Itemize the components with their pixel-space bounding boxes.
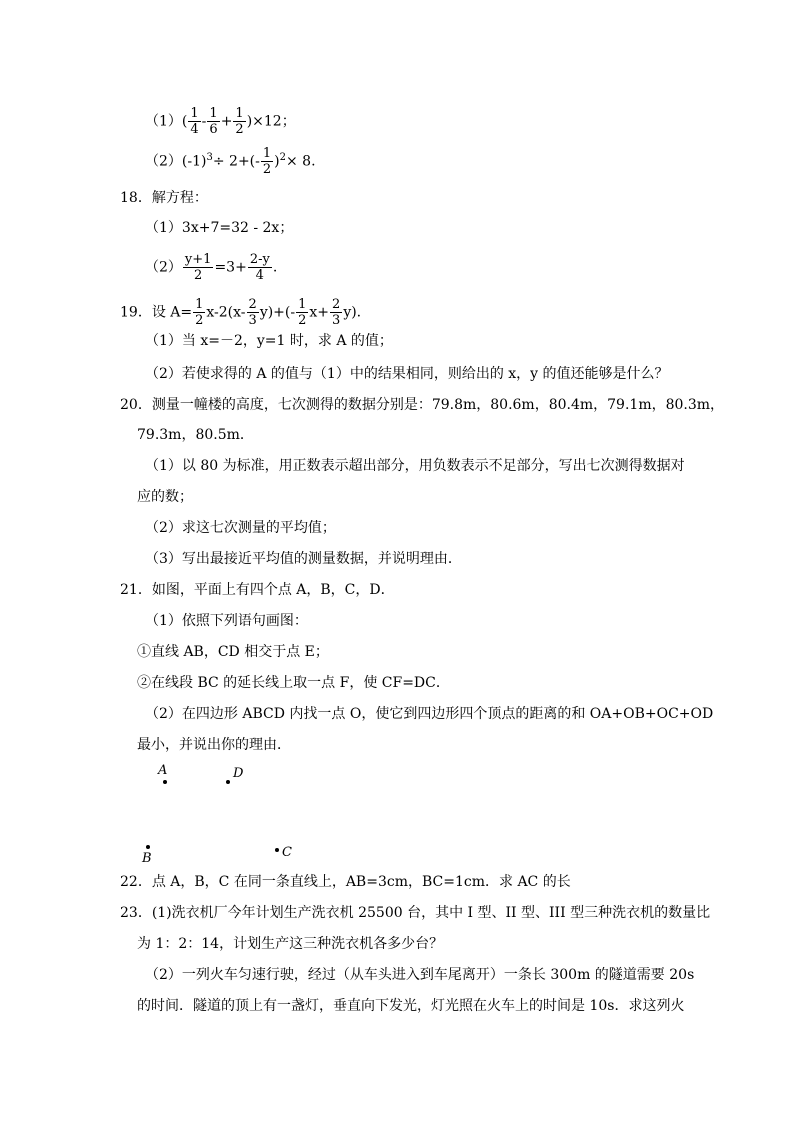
expression-part: x-2(x- — [206, 304, 246, 321]
fraction — [183, 252, 214, 283]
denominator: 2 — [298, 313, 307, 328]
q22-text: 22．点 A，B，C 在同一条直线上，AB=3cm，BC=1cm．求 AC 的长 — [120, 874, 571, 890]
denominator: 4 — [255, 268, 264, 283]
q17-item2 — [145, 146, 316, 177]
base: (-1) — [181, 153, 207, 170]
numerator: 1 — [209, 106, 218, 121]
numerator: y+1 — [184, 252, 212, 267]
q23-line3: （2）一列火车匀速行驶，经过（从车头进入到车尾离开）一条长 300m 的隧道需要 20s — [145, 967, 695, 983]
question-prefix: 19．设 A= — [120, 304, 193, 321]
point-b-label: B — [142, 851, 152, 866]
numerator: 2 — [332, 297, 341, 312]
denominator: 3 — [332, 313, 341, 328]
q18-title: 18．解方程： — [120, 190, 208, 206]
item-label: （2） — [145, 153, 182, 170]
item-label: （2） — [145, 259, 182, 276]
fraction — [296, 297, 308, 328]
q17-item1 — [145, 106, 296, 137]
q20-line2: 79.3m，80.5m． — [137, 427, 254, 443]
q23-line4: 的时间．隧道的顶上有一盏灯，垂直向下发光，灯光照在火车上的时间是 10s．求这列火 — [137, 998, 685, 1014]
fraction — [330, 297, 342, 328]
denominator: 3 — [248, 313, 257, 328]
q20-line1: 20．测量一幢楼的高度，七次测得的数据分别是：79.8m，80.6m，80.4m，79.1m，80.3m， — [120, 397, 725, 413]
exponent: 3 — [206, 151, 213, 163]
q19-item1: （1）当 x=－2，y=1 时，求 A 的值； — [145, 333, 393, 349]
fraction — [261, 146, 273, 177]
point-a-label: A — [158, 763, 168, 778]
point-c-dot — [275, 848, 279, 852]
expression-mid: =3+ — [214, 259, 247, 276]
expression-part: y)+(- — [259, 304, 296, 321]
q23-line2: 为 1：2：14，计划生产这三种洗衣机各多少台？ — [137, 936, 444, 952]
denominator: 4 — [190, 122, 199, 137]
point-d-dot — [226, 780, 230, 784]
q20-item2: （2）求这七次测量的平均值； — [145, 520, 336, 536]
expression-part: x+ — [309, 304, 330, 321]
q21-item2b: 最小，并说出你的理由． — [137, 737, 291, 753]
fraction — [247, 297, 259, 328]
exponent: 2 — [279, 151, 286, 163]
expression-tail: × 8. — [286, 153, 316, 170]
fraction — [233, 106, 245, 137]
q18-item1: （1）3x+7=32 - 2x； — [145, 220, 294, 236]
q18-item2 — [145, 252, 277, 283]
fraction — [193, 297, 205, 328]
q19-title — [120, 297, 361, 328]
q20-item1b: 应的数； — [137, 489, 193, 505]
paren: ) — [274, 153, 280, 170]
denominator: 2 — [194, 268, 203, 283]
q21-sub2: ②在线段 BC 的延长线上取一点 F，使 CF=DC． — [137, 675, 450, 691]
numerator: 1 — [298, 297, 307, 312]
numerator: 2 — [248, 297, 257, 312]
paren: ( — [181, 113, 188, 130]
expression-part: y). — [343, 304, 362, 321]
q20-item1a: （1）以 80 为标准，用正数表示超出部分，用负数表示不足部分，写出七次测得数据对 — [145, 458, 685, 474]
expression-mid: ÷ 2+(- — [212, 153, 260, 170]
operator: - — [201, 113, 207, 130]
point-c-label: C — [282, 845, 292, 860]
numerator: 1 — [235, 106, 244, 121]
denominator: 2 — [262, 162, 272, 177]
q21-item1: （1）依照下列语句画图： — [145, 613, 308, 629]
q20-item3: （3）写出最接近平均值的测量数据，并说明理由． — [145, 551, 462, 567]
q21-title: 21．如图，平面上有四个点 A，B，C，D． — [120, 582, 395, 598]
operator: + — [220, 113, 233, 130]
fraction — [188, 106, 200, 137]
q21-item2a: （2）在四边形 ABCD 内找一点 O，使它到四边形四个顶点的距离的和 OA+OB+OC+OD — [145, 706, 714, 722]
item-label: （1） — [145, 113, 182, 130]
numerator: 1 — [262, 146, 272, 161]
numerator: 1 — [195, 297, 204, 312]
denominator: 2 — [195, 313, 204, 328]
point-a-dot — [163, 780, 167, 784]
expression-tail: )×12； — [246, 113, 296, 130]
q21-sub1: ①直线 AB，CD 相交于点 E； — [137, 644, 329, 660]
denominator: 2 — [235, 122, 244, 137]
point-d-label: D — [233, 766, 244, 781]
numerator: 2-y — [249, 252, 270, 267]
q23-line1: 23．(1)洗衣机厂今年计划生产洗衣机 25500 台，其中 I 型、II 型、III 型三种洗衣机的数量比 — [120, 905, 711, 921]
fraction — [207, 106, 219, 137]
q19-item2: （2）若使求得的 A 的值与（1）中的结果相同，则给出的 x，y 的值还能够是什么？ — [145, 366, 669, 382]
numerator: 1 — [190, 106, 199, 121]
denominator: 6 — [209, 122, 218, 137]
expression-tail: . — [272, 259, 278, 276]
point-b-dot — [146, 845, 150, 849]
fraction — [248, 252, 272, 283]
